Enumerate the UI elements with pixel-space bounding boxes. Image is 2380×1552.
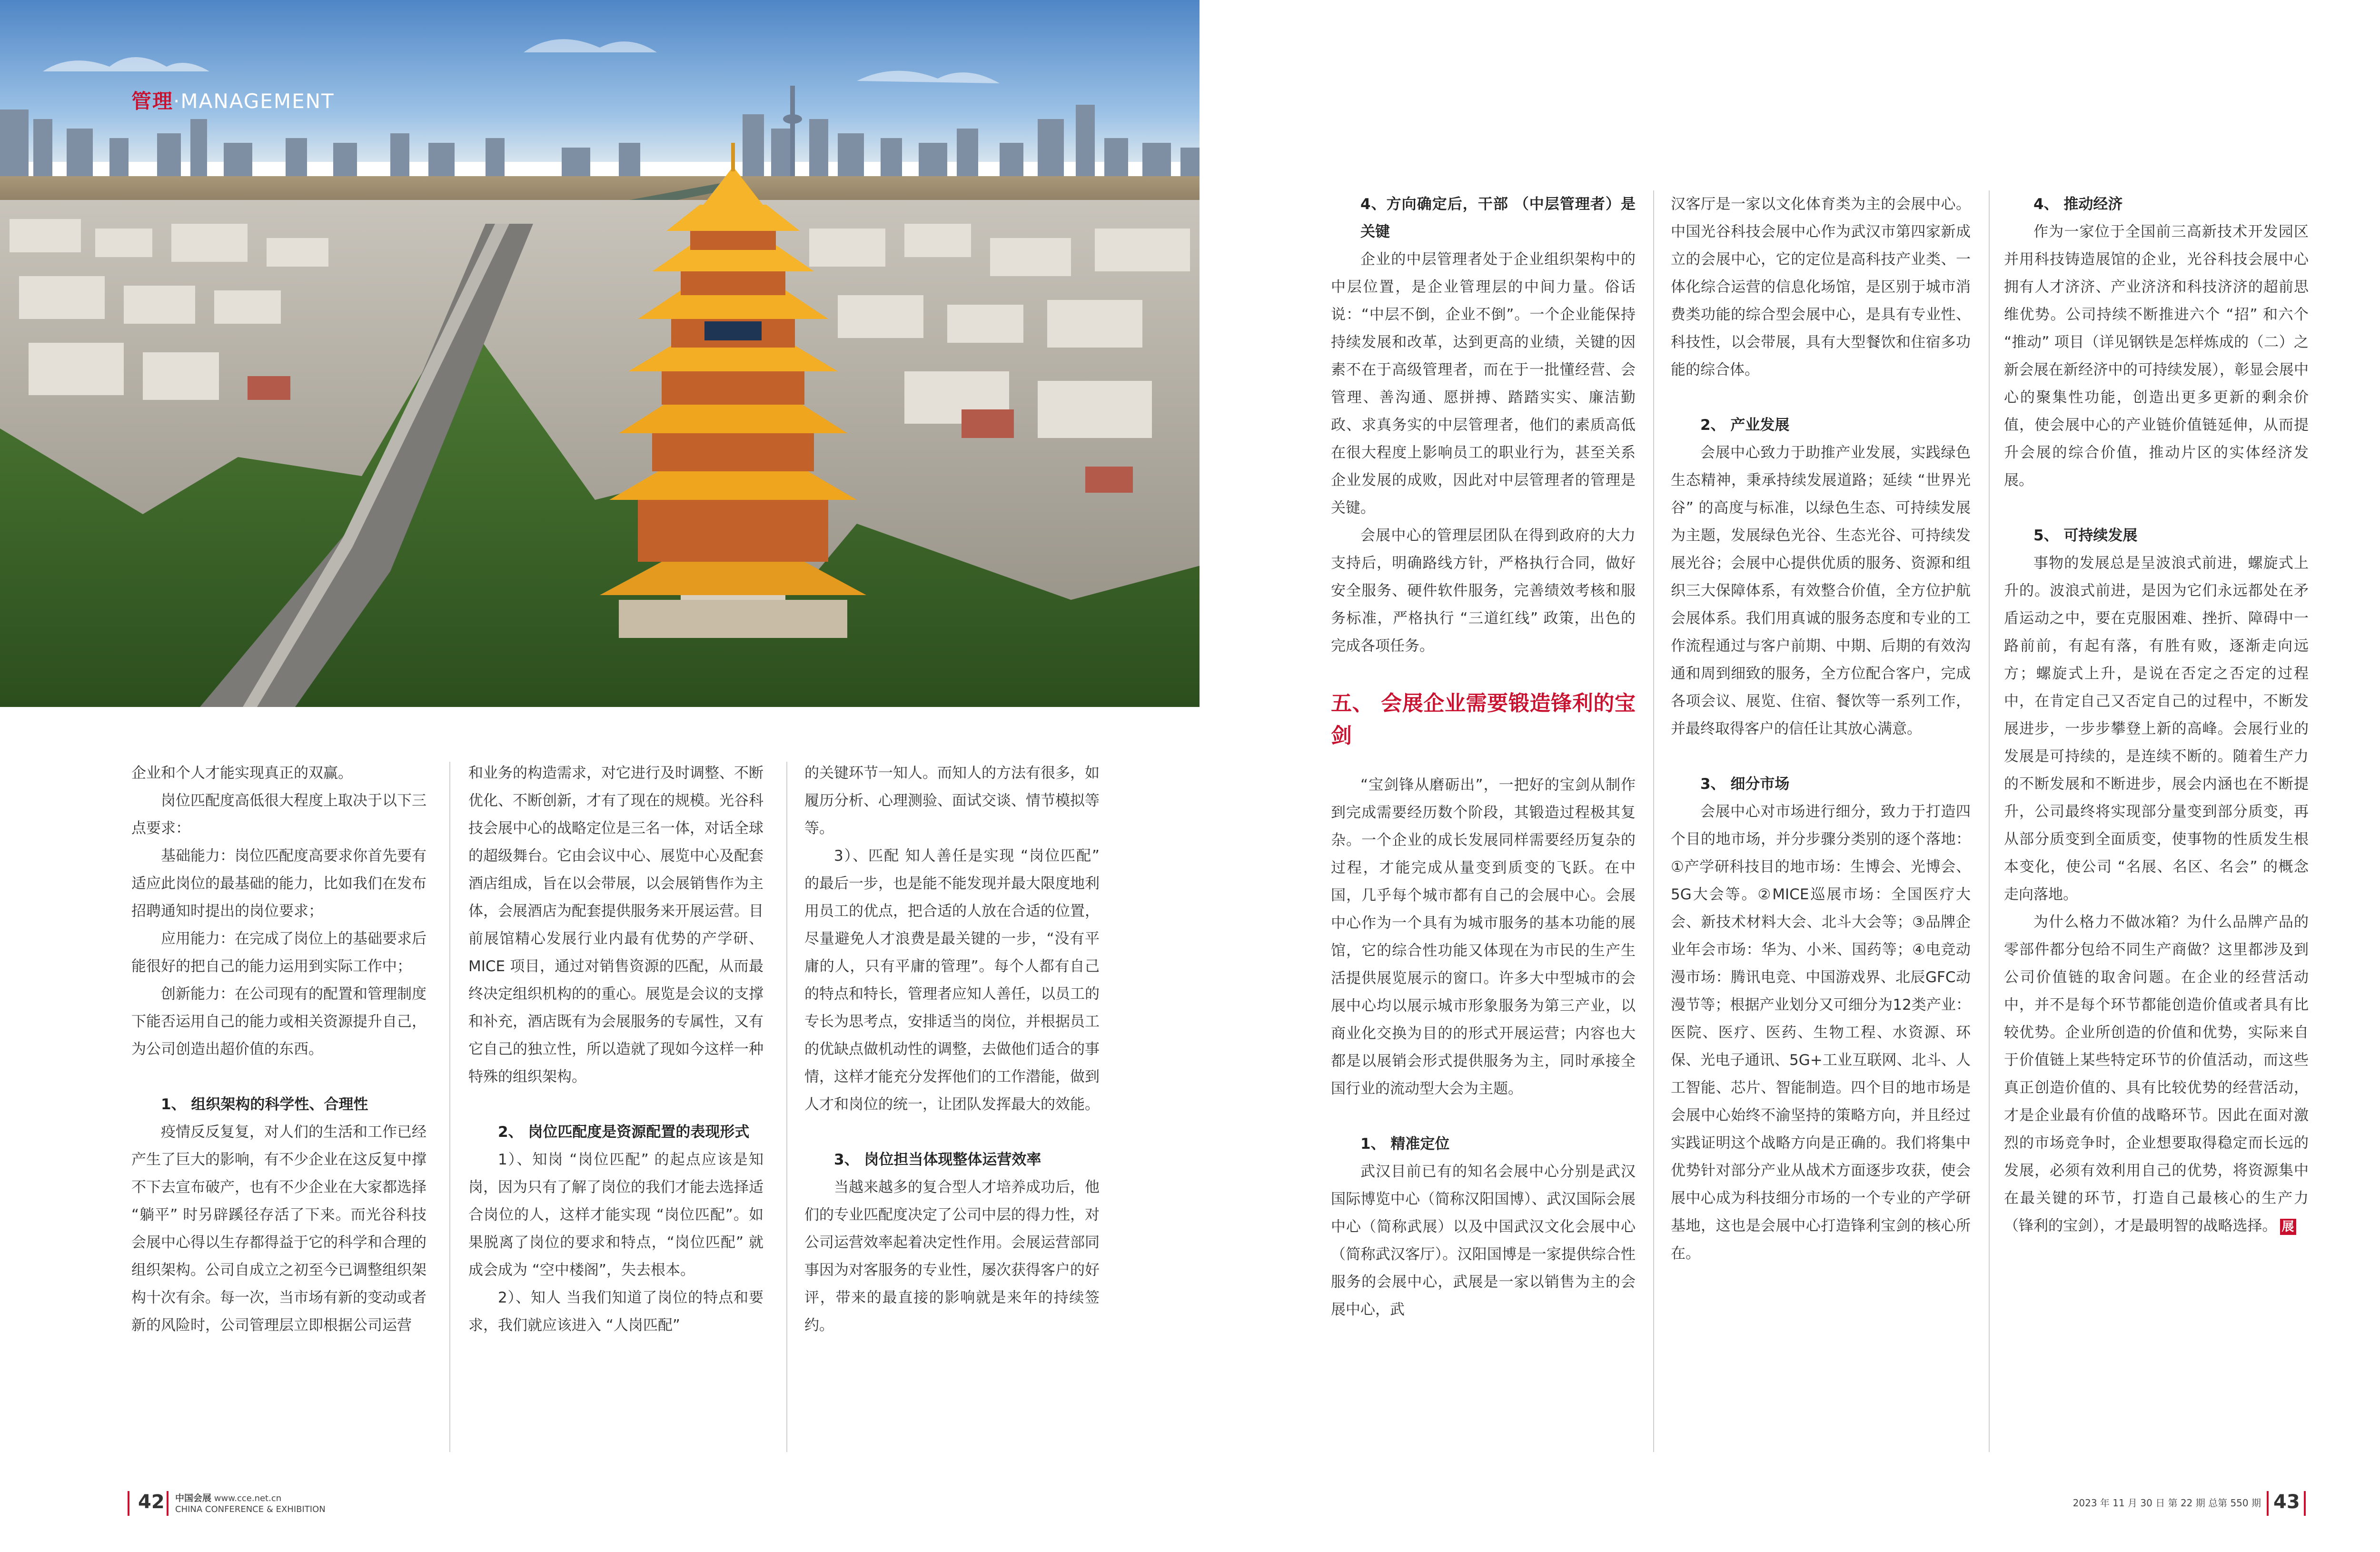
magazine-name bbox=[175, 1493, 461, 1504]
end-mark-icon: 展 bbox=[2280, 1219, 2296, 1235]
paragraph-gap bbox=[1331, 1103, 1636, 1130]
text: 5、 可持续发展 bbox=[2033, 527, 2138, 544]
text: 企业的中层管理者处于企业组织架构中的中层位置，是企业管理层的中间力量。俗话说：“中层不倒，企业不倒”。一个企业能保持持续发展和改革，达到更高的业绩，关键的因素不在于高级管理者，而在于一批懂经营、会管理、善沟通、愿拼搏、踏踏实实、廉洁勤政、求真务实的中层管理者，他们的素质高低在很大程度上影响员工的职业行为，甚至关系企业发展的成败，因此对中层管理者的管理是关键。 bbox=[1331, 251, 1636, 517]
subsection-heading bbox=[804, 1146, 1100, 1174]
page-number-bar bbox=[2304, 1491, 2306, 1516]
section-heading bbox=[1331, 687, 1636, 752]
section-tag bbox=[131, 86, 335, 114]
text: 2、 岗位匹配度是资源配置的表现形式 bbox=[498, 1124, 750, 1141]
text: “宝剑锋从磨砺出”，一把好的宝剑从制作到完成需要经历数个阶段，其锻造过程极其复杂。一个企业的成长发展同样需要经历复杂的过程，才能完成从量变到质变的飞跃。在中国，几乎每个城市都有自己的会展中心。会展中心作为一个具有为城市服务的基本功能的展馆，它的综合性功能又体现在为市民的生产生活提供展览展示的窗口。许多大中型城市的会展中心均以展示城市形象服务为第三产业，以商业化交换为目的的形式开展运营；内容也大都是以展销会形式提供服务为主，同时承接全国行业的流动型大会为主题。 bbox=[1331, 776, 1636, 1097]
paragraph-gap bbox=[804, 1118, 1100, 1146]
text: 汉客厅是一家以文化体育类为主的会展中心。中国光谷科技会展中心作为武汉市第四家新成立的会展中心，它的定位是高科技产业类、一体化综合运营的信息化场馆，是区别于城市消费类功能的综合型会展中心，是具有专业性、科技性，以会带展，具有大型餐饮和住宿多功能的综合体。 bbox=[1671, 196, 1971, 378]
subsection-heading bbox=[468, 1118, 764, 1146]
paragraph bbox=[468, 1284, 764, 1339]
paragraph-gap bbox=[1671, 384, 1971, 411]
text: 1、 精准定位 bbox=[1360, 1135, 1450, 1153]
article-column-5 bbox=[1671, 190, 1971, 1267]
page-number-bar bbox=[167, 1491, 169, 1516]
text: 会展中心的管理层团队在得到政府的大力支持后，明确路线方针，严格执行合同，做好安全服务、硬件软件服务，完善绩效考核和服务标准，严格执行 “三道红线” 政策，出色的完成各项任务。 bbox=[1331, 527, 1636, 655]
subsection-heading bbox=[1671, 411, 1971, 439]
paragraph bbox=[131, 1118, 426, 1339]
subsection-heading bbox=[2004, 522, 2309, 549]
text: 4、 推动经济 bbox=[2033, 196, 2123, 213]
text: 企业和个人才能实现真正的双赢。 bbox=[131, 765, 353, 782]
column-divider bbox=[1989, 190, 1990, 1452]
text: 为什么格力不做冰箱？为什么品牌产品的零部件都分包给不同生产商做？这里都涉及到公司价值链的取舍问题。在企业的经营活动中，并不是每个环节都能创造价值或者具有比较优势。企业所创造的价值和优势，实际来自于价值链上某些特定环节的价值活动，而这些真正创造价值的、具有比较优势的经营活动，才是企业最有价值的战略环节。因此在面对激烈的市场竞争时，企业想要取得稳定而长远的发展，必须有效利用自己的优势，将资源集中在最关键的环节，打造自己最核心的生产力（锋利的宝剑），才是最明智的战略选择。 bbox=[2004, 914, 2309, 1234]
text: 武汉目前已有的知名会展中心分别是武汉国际博览中心（简称汉阳国博）、武汉国际会展中心（简称武展）以及中国武汉文化会展中心（简称武汉客厅）。汉阳国博是一家提供综合性服务的会展中心，武展是一家以销售为主的会展中心，武 bbox=[1331, 1163, 1636, 1318]
paragraph bbox=[2004, 908, 2309, 1240]
paragraph-gap bbox=[2004, 494, 2309, 522]
text: 和业务的构造需求，对它进行及时调整、不断优化、不断创新，才有了现在的规模。光谷科技会展中心的战略定位是三名一体，对话全球的超级舞台。它由会议中心、展览中心及配套酒店组成，旨在以会带展，以会展销售作为主体，会展酒店为配套提供服务来开展运营。目前展馆精心发展行业内最有优势的产学研、MICE 项目，通过对销售资源的匹配，从而最终决定组织机构的的重心。展览是会议的支撑和补充，酒店既有为会展服务的专属性，又有它自己的独立性，所以造就了现如今这样一种特殊的组织架构。 bbox=[468, 765, 764, 1085]
text: 的关键环节一知人。而知人的方法有很多，如履历分析、心理测验、面试交谈、情节模拟等等。 bbox=[804, 765, 1100, 837]
paragraph bbox=[1671, 439, 1971, 743]
paragraph bbox=[131, 787, 426, 842]
text: 岗位匹配度高低很大程度上取决于以下三点要求： bbox=[131, 792, 426, 837]
article-column-3 bbox=[804, 759, 1100, 1339]
text: 2、 产业发展 bbox=[1700, 417, 1790, 434]
text: 当越来越多的复合型人才培养成功后，他们的专业匹配度决定了公司中层的得力性，对公司运营效率起着决定性作用。会展运营部同事因为对客服务的专业性，屡次获得客户的好评，带来的最直接的影响就是来年的持续签约。 bbox=[804, 1179, 1100, 1334]
text: 创新能力：在公司现有的配置和管理制度下能否运用自己的能力或相关资源提升自己，为公司创造出超价值的东西。 bbox=[131, 985, 426, 1058]
text: 2）、知人 当我们知道了岗位的特点和要求，我们就应该进入 “人岗匹配” bbox=[468, 1289, 764, 1334]
text: 五、 会展企业需要锻造锋利的宝剑 bbox=[1331, 691, 1636, 748]
paragraph bbox=[804, 1174, 1100, 1339]
paragraph bbox=[1671, 190, 1971, 384]
text: 事物的发展总是呈波浪式前进，螺旋式上升的。波浪式前进，是因为它们永远都处在矛盾运动之中，要在克服困难、挫折、障碍中一路前前，有起有落，有胜有败，逐渐走向远方；螺旋式上升，是说在否定之否定的过程中，在肯定自己又否定自己的过程中，不断发展进步，一步步攀登上新的高峰。会展行业的发展是可持续的，是连续不断的。随着生产力的不断发展和不断进步，展会内涵也在不断提升，公司最终将实现部分量变到部分质变，再从部分质变到全面质变，使事物的性质发生根本变化，使公司 “名展、名区、名会” 的概念走向落地。 bbox=[2004, 555, 2309, 903]
paragraph bbox=[1331, 1158, 1636, 1323]
paragraph bbox=[1331, 522, 1636, 660]
paragraph-gap bbox=[1331, 752, 1636, 771]
article-column-1 bbox=[131, 759, 426, 1339]
paragraph bbox=[131, 925, 426, 980]
magazine-name-cn: 中国会展 bbox=[175, 1493, 212, 1503]
text: 4、方向确定后，干部 （中层管理者）是关键 bbox=[1360, 196, 1636, 240]
section-tag-sep: · bbox=[173, 90, 181, 113]
right-page bbox=[1200, 0, 2380, 1552]
text: 应用能力：在完成了岗位上的基础要求后能很好的把自己的能力运用到实际工作中； bbox=[131, 930, 426, 975]
text: 1、 组织架构的科学性、合理性 bbox=[161, 1096, 368, 1113]
article-column-6 bbox=[2004, 190, 2309, 1240]
page-number-left: 42 bbox=[138, 1491, 165, 1513]
text: 3、 细分市场 bbox=[1700, 776, 1790, 793]
text: 3、 岗位担当体现整体运营效率 bbox=[834, 1151, 1041, 1168]
issue-info: 2023 年 11 月 30 日 第 22 期 总第 550 期 bbox=[2073, 1497, 2261, 1509]
subsection-heading bbox=[1331, 190, 1636, 246]
page-number-right: 43 bbox=[2273, 1491, 2300, 1513]
paragraph bbox=[1671, 798, 1971, 1267]
paragraph-gap bbox=[1331, 660, 1636, 687]
paragraph bbox=[1331, 771, 1636, 1103]
paragraph bbox=[1331, 246, 1636, 522]
text: 疫情反反复复，对人们的生活和工作已经产生了巨大的影响，有不少企业在这反复中撑不下去宣布破产，也有不少企业在大家都选择 “躺平” 时另辟蹊径存活了下来。而光谷科技会展中心得以生存都得益于它的科学和合理的组织架构。公司自成立之初至今已调整组织架构十次有余。每一次，当市场有新的变动或者新的风险时，公司管理层立即根据公司运营 bbox=[131, 1124, 426, 1334]
magazine-url: www.cce.net.cn bbox=[214, 1493, 282, 1503]
subsection-heading bbox=[1671, 770, 1971, 798]
section-tag-cn: 管理 bbox=[131, 90, 174, 113]
paragraph bbox=[131, 759, 426, 787]
paragraph bbox=[468, 1146, 764, 1284]
paragraph bbox=[804, 759, 1100, 842]
paragraph-gap bbox=[1671, 743, 1971, 770]
subsection-heading bbox=[131, 1091, 426, 1118]
subsection-heading bbox=[1331, 1130, 1636, 1158]
column-divider bbox=[449, 762, 450, 1452]
paragraph-gap bbox=[468, 1091, 764, 1118]
paragraph bbox=[804, 842, 1100, 1118]
paragraph bbox=[2004, 218, 2309, 494]
column-divider bbox=[1653, 190, 1654, 1452]
article-column-2 bbox=[468, 759, 764, 1339]
paragraph bbox=[131, 842, 426, 925]
page-number-bar bbox=[2267, 1491, 2269, 1516]
text: 作为一家位于全国前三高新技术开发园区并用科技铸造展馆的企业，光谷科技会展中心拥有人才济济、产业济济和科技济济的超前思维优势。公司持续不断推进六个 “招” 和六个 “推动” 项目（详见钢铁是怎样炼成的（二）之新会展在新经济中的可持续发展），彰显会展中心的聚集性功能，创造出更多更新的剩余价值，使会展中心的产业链价值链延伸，从而提升会展的综合价值，推动片区的实体经济发展。 bbox=[2004, 223, 2309, 489]
paragraph bbox=[468, 759, 764, 1091]
text: 1）、知岗 “岗位匹配” 的起点应该是知岗，因为只有了解了岗位的我们才能去选择适合岗位的人，这样才能实现 “岗位匹配”。如果脱离了岗位的要求和特点，“岗位匹配” 就成会成为 “空中楼阁”，失去根本。 bbox=[468, 1151, 764, 1279]
page-number-bar bbox=[128, 1491, 129, 1516]
text: 3）、匹配 知人善任是实现 “岗位匹配” 的最后一步，也是能不能发现并最大限度地利用员工的优点，把合适的人放在合适的位置，尽量避免人才浪费是最关键的一步，“没有平庸的人，只有平庸的管理”。每个人都有自己的特点和特长，管理者应知人善任，以员工的专长为思考点，安排适当的岗位，并根据员工的优缺点做机动性的调整，去做他们适合的事情，这样才能充分发挥他们的工作潜能，做到人才和岗位的统一，让团队发挥最大的效能。 bbox=[804, 847, 1100, 1113]
paragraph bbox=[131, 980, 426, 1063]
magazine-name-en: CHINA CONFERENCE & EXHIBITION bbox=[175, 1504, 326, 1514]
paragraph-gap bbox=[131, 1063, 426, 1091]
column-divider bbox=[786, 762, 787, 1452]
subsection-heading bbox=[2004, 190, 2309, 218]
text: 会展中心对市场进行细分，致力于打造四个目的地市场，并分步骤分类别的逐个落地：①产学研科技目的地市场：生博会、光博会、5G大会等。②MICE巡展市场：全国医疗大会、新技术材料大会、北斗大会等；③品牌企业年会市场：华为、小米、国药等；④电竞动漫市场：腾讯电竞、中国游戏界、北辰GFC动漫节等；根据产业划分又可细分为12类产业：医院、医疗、医药、生物工程、水资源、环保、光电子通讯、5G+工业互联网、北斗、人工智能、芯片、智能制造。四个目的地市场是会展中心始终不渝坚持的策略方向，并且经过实践证明这个战略方向是正确的。我们将集中优势针对部分产业从战术方面逐步攻获，使会展中心成为科技细分市场的一个专业的产学研基地，这也是会展中心打造锋利宝剑的核心所在。 bbox=[1671, 803, 1971, 1262]
paragraph bbox=[2004, 549, 2309, 908]
text: 基础能力：岗位匹配度高要求你首先要有适应此岗位的最基础的能力，比如我们在发布招聘通知时提出的岗位要求； bbox=[131, 847, 426, 920]
article-column-4 bbox=[1331, 190, 1636, 1323]
text: 会展中心致力于助推产业发展，实践绿色生态精神，秉承持续发展道路；延续 “世界光谷” 的高度与标准，以绿色生态、可持续发展为主题，发展绿色光谷、生态光谷、可持续发展光谷；会展中心提供优质的服务、资源和组织三大保障体系，有效整合价值，全方位护航会展体系。我们用真诚的服务态度和专业的工作流程通过与客户前期、中期、后期的有效沟通和周到细致的服务，全方位配合客户，完成各项会议、展览、住宿、餐饮等一系列工作，并最终取得客户的信任让其放心满意。 bbox=[1671, 444, 1971, 737]
section-tag-en: MANAGEMENT bbox=[180, 90, 335, 113]
